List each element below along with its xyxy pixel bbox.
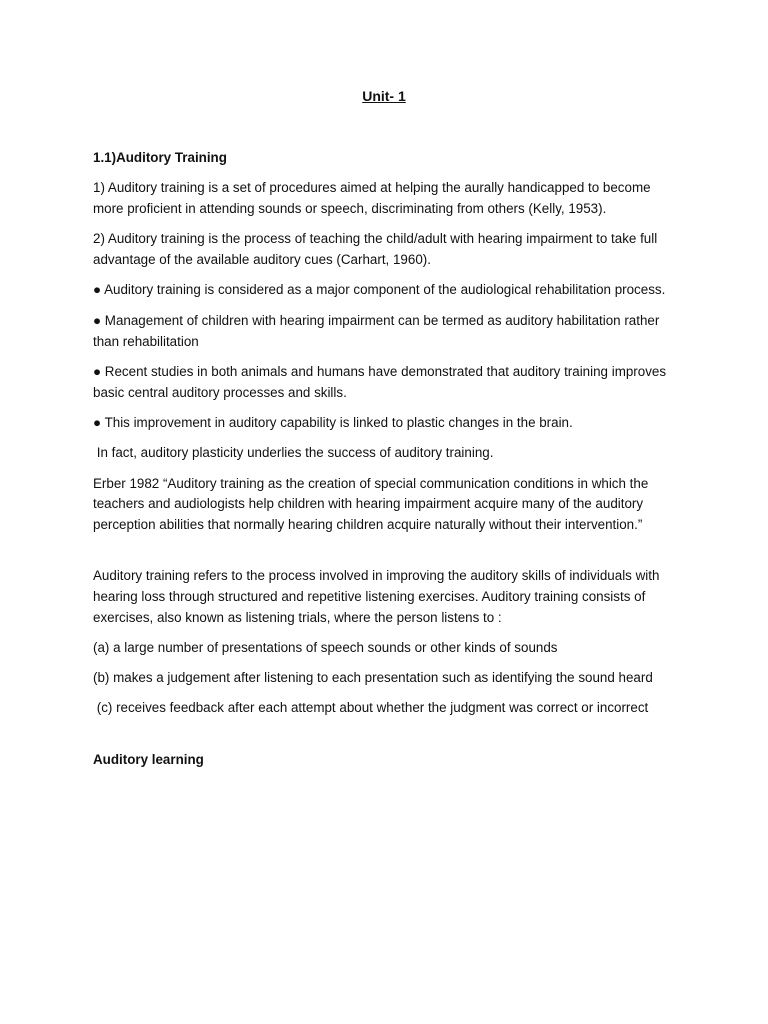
bullet-rehabilitation-component: ● Auditory training is considered as a major component of the audiological rehabilitation process.	[93, 282, 666, 298]
list-item-a: (a) a large number of presentations of speech sounds or other kinds of sounds	[93, 639, 558, 655]
section-heading: 1.1)Auditory Training	[93, 150, 227, 165]
definition-carhart: 2) Auditory training is the process of teaching the child/adult with hearing impairment to take full advantage of the available auditory cues (Carhart, 1960).	[93, 231, 658, 268]
list-item-b: (b) makes a judgement after listening to each presentation such as identifying the sound heard	[93, 670, 653, 686]
erber-quote: Erber 1982 “Auditory training as the creation of special communication conditions in which the teachers and audiologists help children with hearing impairment acquire many of the auditory perception abilities that normally hearing children acquire naturally without their intervention.”	[93, 475, 649, 533]
list-item-c: (c) receives feedback after each attempt about whether the judgment was correct or incorrect	[93, 700, 649, 716]
definition-kelly: 1) Auditory training is a set of procedures aimed at helping the aurally handicapped to become more proficient in attending sounds or speech, discriminating from others (Kelly, 1953).	[93, 180, 651, 217]
document-body	[93, 148, 678, 781]
plasticity-note: In fact, auditory plasticity underlies the success of auditory training.	[93, 445, 494, 461]
unit-title: Unit- 1	[362, 88, 406, 104]
bullet-habilitation: ● Management of children with hearing impairment can be termed as auditory habilitation rather than rehabilitation	[93, 312, 660, 349]
bullet-plastic-changes: ● This improvement in auditory capability is linked to plastic changes in the brain.	[93, 414, 573, 430]
training-description: Auditory training refers to the process involved in improving the auditory skills of individuals with hearing loss through structured and repetitive listening exercises. Auditory training consists of exercises, also known as listening trials, where the person listens to :	[93, 567, 660, 625]
subheading-auditory-learning: Auditory learning	[93, 752, 204, 768]
bullet-recent-studies: ● Recent studies in both animals and humans have demonstrated that auditory training improves basic central auditory processes and skills.	[93, 363, 667, 400]
